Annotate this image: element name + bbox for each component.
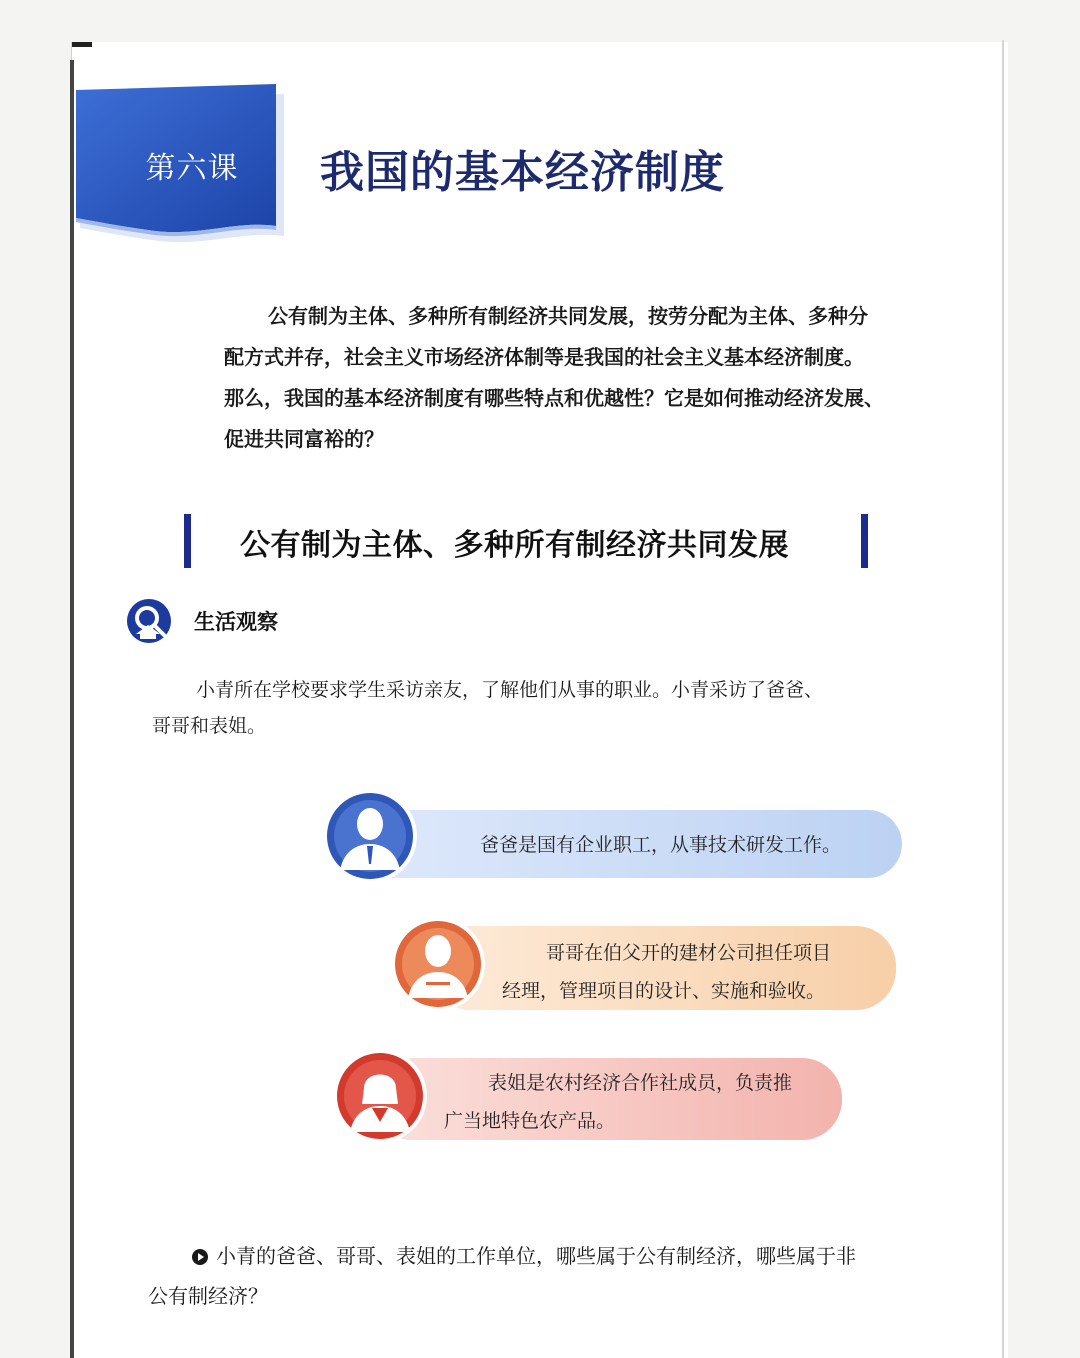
section-heading-text: 公有制为主体、多种所有制经济共同发展 (240, 528, 789, 563)
intro-line: 配方式并存，社会主义市场经济体制等是我国的社会主义基本经济制度。 (224, 345, 864, 369)
question-line: 公有制经济？ (148, 1284, 268, 1308)
page-right-edge (1002, 40, 1004, 1358)
lesson-title: 我国的基本经济制度 (320, 147, 725, 198)
intro-paragraph (224, 296, 930, 460)
book-spine (70, 60, 74, 1358)
man-avatar-icon (390, 916, 486, 1012)
heading-bar-left (184, 514, 191, 568)
house-magnifier-icon (126, 598, 172, 644)
heading-bar-right (861, 514, 868, 568)
lesson-tab (72, 80, 288, 250)
bubble-line: 广当地特色农产品。 (444, 1110, 616, 1132)
life-observation-label: 生活观察 (194, 610, 278, 634)
question-line: 小青的爸爸、哥哥、表姐的工作单位，哪些属于公有制经济，哪些属于非 (216, 1244, 856, 1268)
intro-line: 促进共同富裕的？ (224, 427, 384, 451)
bubble-line: 经理，管理项目的设计、实施和验收。 (502, 980, 826, 1002)
story-line: 哥哥和表姐。 (152, 715, 267, 737)
bubble-text-father: 爸爸是国有企业职工，从事技术研发工作。 (480, 834, 842, 856)
spine-top-mark (72, 42, 92, 47)
bubble-text-brother (502, 934, 882, 1010)
woman-avatar-icon (332, 1048, 428, 1144)
intro-line: 那么，我国的基本经济制度有哪些特点和优越性？它是如何推动经济发展、 (224, 386, 884, 410)
play-bullet-icon (192, 1249, 208, 1265)
bubble-line (444, 1064, 834, 1102)
story-paragraph (152, 672, 922, 744)
intro-line: 公有制为主体、多种所有制经济共同发展，按劳分配为主体、多种分 (268, 304, 868, 328)
story-line: 小青所在学校要求学生采访亲友，了解他们从事的职业。小青采访了爸爸、 (196, 679, 824, 701)
lesson-number: 第六课 (145, 151, 239, 186)
discussion-question (148, 1236, 918, 1316)
bubble-line-text: 表姐是农村经济合作社成员，负责推 (488, 1072, 793, 1094)
bubble-line (502, 934, 882, 972)
man-avatar-icon (322, 788, 418, 884)
bubble-text-cousin (444, 1064, 834, 1140)
bubble-line-text: 哥哥在伯父开的建材公司担任项目 (546, 942, 832, 964)
section-heading (184, 512, 874, 570)
